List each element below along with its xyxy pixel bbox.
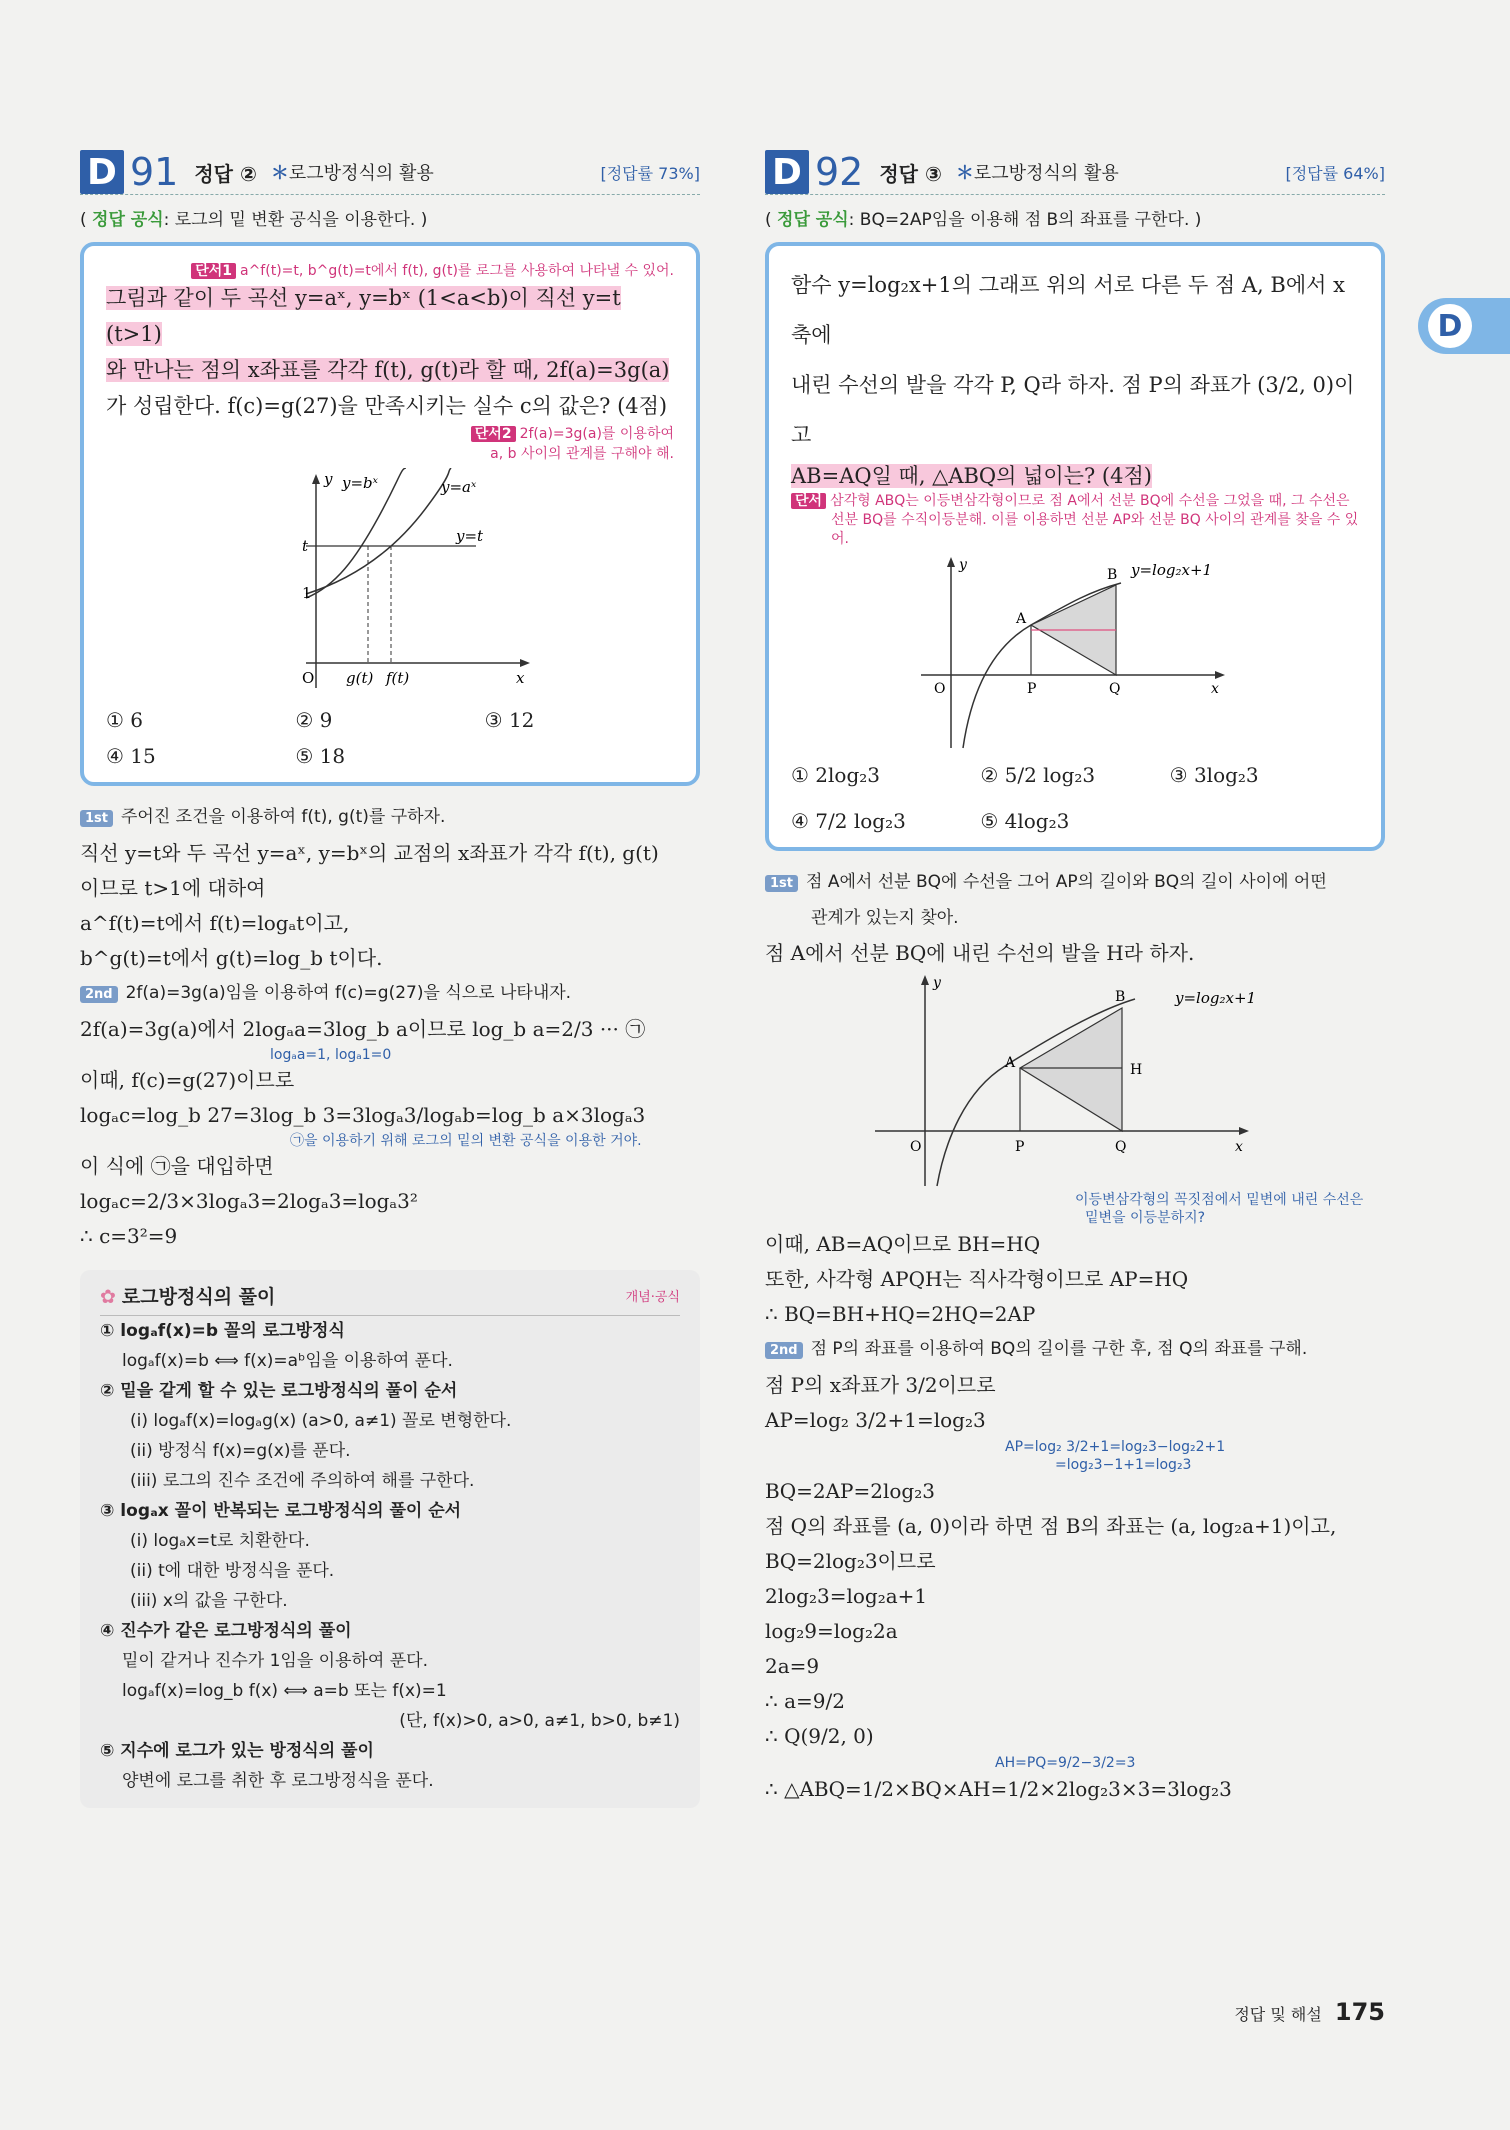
solution-line: ∴ △ABQ=1/2×BQ×AH=1/2×2log₂3×3=3log₂3 [765, 1777, 1232, 1801]
side-note: AP=log₂ 3/2+1=log₂3−log₂2+1 =log₂3−1+1=log₂3 [1005, 1439, 1226, 1473]
point-b: B [1107, 567, 1118, 583]
x-axis-label: x [1211, 681, 1219, 697]
topic: ＊로그방정식의 활용 [270, 163, 434, 184]
curve-label: y=log₂x+1 [1175, 989, 1257, 1007]
concept-line: logₐf(x)=log_b f(x) ⟺ a=b 또는 f(x)=1 [122, 1681, 447, 1701]
chapter-tab: D [1418, 298, 1510, 354]
step-1-cont: 관계가 있는지 찾아. [811, 908, 959, 928]
concept-line: (iii) 로그의 진수 조건에 주의하여 해를 구한다. [130, 1471, 475, 1491]
problem-badge: D [80, 150, 124, 194]
question-stem: 그림과 같이 두 곡선 y=aˣ, y=bˣ (1<a<b)이 직선 y=t (t>1) 와 만나는 점의 x좌표를 각각 f(t), g(t)라 할 때, 2f(a)=3g(a) 가 성립한다. f(c)=g(27)을 만족시키는 실수 c의 값은? (4점) [106, 286, 670, 418]
step-1: 1st 점 A에서 선분 BQ에 수선을 그어 AP의 길이와 BQ의 길이 사이에 어떤 [765, 865, 1385, 901]
exponential-graph [106, 468, 666, 698]
line-t-label: y=t [456, 527, 484, 545]
origin-label: O [934, 681, 946, 697]
x-axis-label: x [516, 669, 525, 687]
choice-list [791, 763, 1359, 833]
side-note: 이등변삼각형의 꼭짓점에서 밑변에 내린 수선은 밑변을 이등분하지? [1075, 1192, 1364, 1226]
step-2: 2nd 2f(a)=3g(a)임을 이용하여 f(c)=g(27)을 식으로 나타내자. [80, 976, 700, 1012]
curve-label: y=log₂x+1 [1131, 561, 1213, 579]
concept-line: ① logₐf(x)=b 꼴의 로그방정식 [100, 1321, 345, 1341]
solution-line: ∴ BQ=BH+HQ=2HQ=2AP [765, 1302, 1036, 1326]
page-number: 175 [1334, 1998, 1385, 2026]
solution-line: logₐc=2/3×3logₐ3=2logₐ3=logₐ3² [80, 1189, 418, 1213]
solution [765, 865, 1385, 1807]
solution-line: 이때, f(c)=g(27)이므로 [80, 1068, 295, 1092]
point-p: P [1027, 681, 1037, 697]
log-graph-solution [765, 971, 1385, 1191]
concept-line: ⑤ 지수에 로그가 있는 방정식의 풀이 [100, 1741, 374, 1761]
t-label: t [302, 537, 309, 555]
solution-line: log₂9=log₂2a [765, 1619, 898, 1643]
solution-line: AP=log₂ 3/2+1=log₂3 [765, 1408, 986, 1432]
point-a: A [1016, 611, 1027, 627]
answer-formula: ( 정답 공식: BQ=2AP임을 이용해 점 B의 좌표를 구한다. ) [765, 210, 1202, 230]
concept-line: (ii) 방정식 f(x)=g(x)를 푼다. [130, 1441, 351, 1461]
solution-line: ∴ Q(9/2, 0) [765, 1724, 874, 1748]
solution-line: 점 A에서 선분 BQ에 내린 수선의 발을 H라 하자. [765, 941, 1195, 965]
concept-line: ④ 진수가 같은 로그방정식의 풀이 [100, 1621, 352, 1641]
footer-text: 정답 및 해설 [1234, 2005, 1322, 2024]
problem-header [80, 150, 700, 195]
solution-line: 점 Q의 좌표를 (a, 0)이라 하면 점 B의 좌표는 (a, log₂a+1)이고, [765, 1514, 1337, 1538]
side-note: logₐa=1, logₐ1=0 [270, 1047, 392, 1063]
solution-line: 이 식에 ㉠을 대입하면 [80, 1154, 274, 1178]
point-q: Q [1115, 1139, 1127, 1155]
solution-line: ∴ c=3²=9 [80, 1224, 178, 1248]
topic: ＊로그방정식의 활용 [955, 163, 1119, 184]
choice-correct[interactable]: ③ 3log₂3 [1169, 763, 1259, 787]
problem-number: 91 [130, 150, 179, 194]
solution-line: b^g(t)=t에서 g(t)=log_b t이다. [80, 946, 383, 970]
step-1: 1st 주어진 조건을 이용하여 f(t), g(t)를 구하자. [80, 800, 700, 836]
question-box [80, 242, 700, 786]
concept-line: ② 밑을 같게 할 수 있는 로그방정식의 풀이 순서 [100, 1381, 458, 1401]
concept-line: (i) logₐx=t로 치환한다. [130, 1531, 310, 1551]
y-axis-label: y [959, 557, 967, 573]
problem-header [765, 150, 1385, 195]
log-graph [791, 553, 1351, 753]
choice[interactable]: ② 5/2 log₂3 [980, 763, 1096, 787]
choice-list [106, 708, 674, 768]
choice[interactable]: ① 6 [106, 708, 144, 732]
solution-line: ∴ a=9/2 [765, 1689, 845, 1713]
point-q: Q [1109, 681, 1121, 697]
y-axis-label: y [324, 470, 333, 488]
concept-line: (단, f(x)>0, a>0, a≠1, b>0, b≠1) [399, 1711, 680, 1731]
solution-line: 점 P의 x좌표가 3/2이므로 [765, 1373, 996, 1397]
solution-line: 2log₂3=log₂a+1 [765, 1584, 928, 1608]
step-2: 2nd 점 P의 좌표를 이용하여 BQ의 길이를 구한 후, 점 Q의 좌표를 구해. [765, 1332, 1385, 1368]
answer-label: 정답 ② [194, 161, 257, 186]
concept-title: ✿ 로그방정식의 풀이 개념·공식 [100, 1282, 680, 1316]
choice[interactable]: ⑤ 18 [295, 744, 346, 768]
concept-line: 밑이 같거나 진수가 1임을 이용하여 푼다. [122, 1651, 428, 1671]
ft-label: f(t) [386, 669, 410, 687]
solution-line: 이때, AB=AQ이므로 BH=HQ [765, 1232, 1041, 1256]
curve-a-label: y=aˣ [441, 478, 477, 496]
origin-label: O [910, 1139, 922, 1155]
solution-line: 2f(a)=3g(a)에서 2logₐa=3log_b a이므로 log_b a=2/3 ··· ㉠ [80, 1017, 646, 1041]
solution-line: BQ=2log₂3이므로 [765, 1549, 936, 1573]
concept-line: 양변에 로그를 취한 후 로그방정식을 푼다. [122, 1771, 434, 1791]
concept-line: ③ logₐx 꼴이 반복되는 로그방정식의 풀이 순서 [100, 1501, 462, 1521]
question-box [765, 242, 1385, 851]
choice[interactable]: ⑤ 4log₂3 [980, 809, 1070, 833]
solution-line: logₐc=log_b 27=3log_b 3=3logₐ3/logₐb=log_b a×3logₐ3 [80, 1103, 646, 1127]
side-note: ㉠을 이용하기 위해 로그의 밑의 변환 공식을 이용한 거야. [290, 1133, 642, 1149]
point-a: A [1005, 1055, 1016, 1071]
x-axis-label: x [1235, 1139, 1243, 1155]
problem-badge: D [765, 150, 809, 194]
choice-correct[interactable]: ② 9 [295, 708, 333, 732]
curve-b-label: y=bˣ [342, 474, 378, 492]
question-stem: 함수 y=log₂x+1의 그래프 위의 서로 다른 두 점 A, B에서 x축에 내린 수선의 발을 각각 P, Q라 하자. 점 P의 좌표가 (3/2, 0)이고 AB=AQ일 때, △ABQ의 넓이는? (4점) [791, 273, 1355, 488]
hint-1: 단서1 a^f(t)=t, b^g(t)=t에서 f(t), g(t)를 로그를 사용하여 나타낼 수 있어. [106, 260, 674, 280]
concept-line: (iii) x의 값을 구한다. [130, 1591, 288, 1611]
answer-formula: ( 정답 공식: 로그의 밑 변환 공식을 이용한다. ) [80, 210, 428, 230]
problem-92 [765, 150, 1385, 1807]
solution [80, 800, 700, 1254]
solution-line: 또한, 사각형 APQH는 직사각형이므로 AP=HQ [765, 1267, 1189, 1291]
solution-line: BQ=2AP=2log₂3 [765, 1479, 935, 1503]
concept-line: (i) logₐf(x)=logₐg(x) (a>0, a≠1) 꼴로 변형한다. [130, 1411, 512, 1431]
choice[interactable]: ① 2log₂3 [791, 763, 880, 787]
one-label: 1 [302, 584, 312, 602]
y-axis-label: y [933, 975, 941, 991]
problem-number: 92 [815, 150, 864, 194]
gt-label: g(t) [346, 669, 374, 687]
concept-box [80, 1270, 700, 1808]
flower-icon: ✿ [100, 1286, 116, 1308]
solution-line: a^f(t)=t에서 f(t)=logₐt이고, [80, 911, 350, 935]
page-footer [1234, 1998, 1385, 2026]
solution-line: 이므로 t>1에 대하여 [80, 876, 266, 900]
hint-2: 단서2 2f(a)=3g(a)를 이용하여 a, b 사이의 관계를 구해야 해. [106, 424, 674, 464]
problem-91 [80, 150, 700, 1808]
correct-rate: [정답률 73%] [600, 163, 700, 183]
concept-tag: 개념·공식 [625, 1290, 680, 1305]
solution-line: 직선 y=t와 두 곡선 y=aˣ, y=bˣ의 교점의 x좌표가 각각 f(t), g(t) [80, 841, 659, 865]
solution-line: 2a=9 [765, 1654, 820, 1678]
hint: 단서 삼각형 ABQ는 이등변삼각형이므로 점 A에서 선분 BQ에 수선을 그었을 때, 그 수선은 선분 BQ를 수직이등분해. 이를 이용하면 선분 AP와 선분 BQ 사이의 관계를 찾을 수 있어. [791, 492, 1359, 549]
choice[interactable]: ③ 12 [484, 708, 535, 732]
point-b: B [1115, 989, 1126, 1005]
correct-rate: [정답률 64%] [1285, 163, 1385, 183]
choice[interactable]: ④ 15 [106, 744, 156, 768]
point-h: H [1130, 1062, 1143, 1078]
point-p: P [1015, 1139, 1025, 1155]
origin-label: O [302, 669, 315, 687]
concept-line: logₐf(x)=b ⟺ f(x)=aᵇ임을 이용하여 푼다. [122, 1351, 453, 1371]
choice[interactable]: ④ 7/2 log₂3 [791, 809, 906, 833]
answer-label: 정답 ③ [879, 161, 942, 186]
concept-line: (ii) t에 대한 방정식을 푼다. [130, 1561, 335, 1581]
side-note: AH=PQ=9/2−3/2=3 [995, 1755, 1136, 1771]
